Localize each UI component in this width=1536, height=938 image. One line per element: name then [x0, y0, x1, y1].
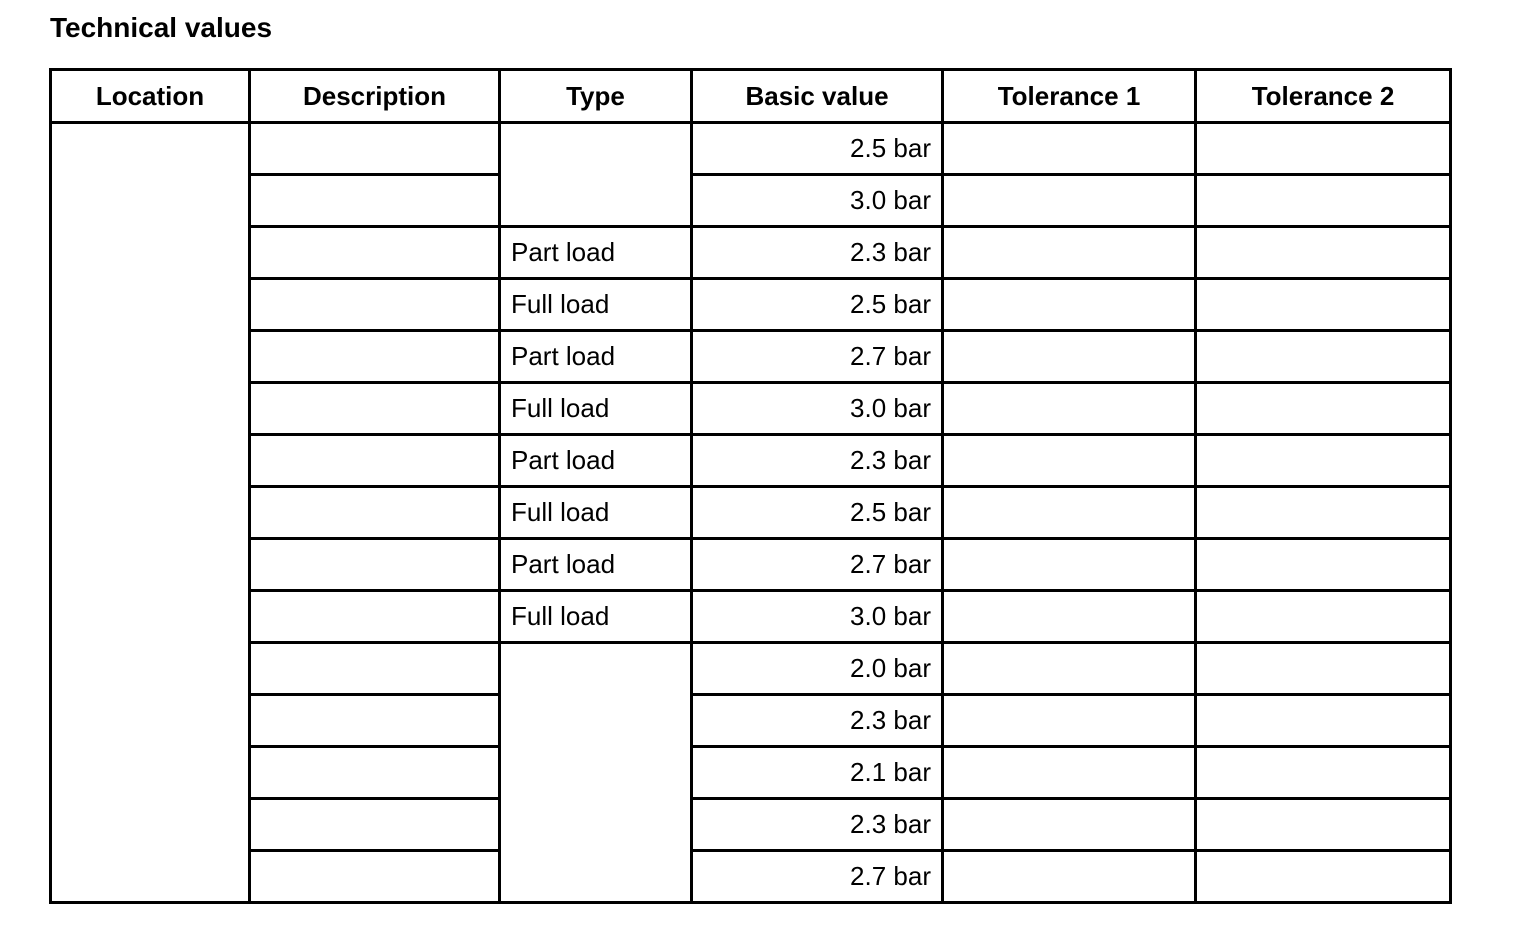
description-cell: [250, 123, 500, 175]
table-row: [51, 539, 1451, 591]
tolerance-1-cell: [943, 851, 1196, 903]
table-row: [51, 591, 1451, 643]
basic-value-cell: 2.5 bar: [692, 487, 943, 539]
description-cell: [250, 331, 500, 383]
basic-value-cell: 2.5 bar: [692, 279, 943, 331]
description-cell: [250, 487, 500, 539]
basic-value-cell: 2.3 bar: [692, 435, 943, 487]
column-header-basic-value: Basic value: [692, 70, 943, 123]
basic-value-cell: 2.7 bar: [692, 851, 943, 903]
basic-value-cell: 2.3 bar: [692, 799, 943, 851]
description-cell: [250, 279, 500, 331]
type-cell: Full load: [500, 279, 692, 331]
description-cell: [250, 799, 500, 851]
description-cell: [250, 643, 500, 695]
description-cell: [250, 591, 500, 643]
basic-value-cell: 2.3 bar: [692, 695, 943, 747]
tolerance-2-cell: [1196, 331, 1451, 383]
tolerance-1-cell: [943, 695, 1196, 747]
tolerance-1-cell: [943, 123, 1196, 175]
page-title: Technical values: [50, 12, 273, 43]
tolerance-1-cell: [943, 175, 1196, 227]
description-cell: [250, 175, 500, 227]
description-cell: [250, 383, 500, 435]
column-header-location: Location: [51, 70, 250, 123]
type-cell: Full load: [500, 591, 692, 643]
header-row: [51, 70, 1451, 123]
tolerance-1-cell: [943, 331, 1196, 383]
table-row: [51, 123, 1451, 175]
tolerance-1-cell: [943, 279, 1196, 331]
type-cell: Full load: [500, 487, 692, 539]
table-row: [51, 331, 1451, 383]
tolerance-2-cell: [1196, 175, 1451, 227]
tolerance-2-cell: [1196, 851, 1451, 903]
description-cell: [250, 851, 500, 903]
tolerance-1-cell: [943, 591, 1196, 643]
tolerance-2-cell: [1196, 643, 1451, 695]
tolerance-1-cell: [943, 435, 1196, 487]
tolerance-2-cell: [1196, 227, 1451, 279]
type-cell: Part load: [500, 227, 692, 279]
tolerance-2-cell: [1196, 695, 1451, 747]
table-row: [51, 487, 1451, 539]
tolerance-2-cell: [1196, 435, 1451, 487]
tolerance-2-cell: [1196, 487, 1451, 539]
description-cell: [250, 747, 500, 799]
type-cell: Part load: [500, 435, 692, 487]
tolerance-2-cell: [1196, 799, 1451, 851]
description-cell: [250, 695, 500, 747]
column-header-type: Type: [500, 70, 692, 123]
tolerance-1-cell: [943, 539, 1196, 591]
tolerance-2-cell: [1196, 539, 1451, 591]
column-header-tolerance-2: Tolerance 2: [1196, 70, 1451, 123]
description-cell: [250, 227, 500, 279]
basic-value-cell: 3.0 bar: [692, 591, 943, 643]
basic-value-cell: 2.5 bar: [692, 123, 943, 175]
table-row: [51, 383, 1451, 435]
table-row: [51, 227, 1451, 279]
table-row: [51, 435, 1451, 487]
table-row: [51, 175, 1451, 227]
tolerance-1-cell: [943, 227, 1196, 279]
description-cell: [250, 539, 500, 591]
table-row: [51, 643, 1451, 695]
tolerance-2-cell: [1196, 747, 1451, 799]
type-cell: [500, 643, 692, 903]
tolerance-1-cell: [943, 643, 1196, 695]
type-cell: [500, 123, 692, 227]
table-row: [51, 799, 1451, 851]
tolerance-1-cell: [943, 747, 1196, 799]
type-cell: Part load: [500, 539, 692, 591]
description-cell: [250, 435, 500, 487]
basic-value-cell: 2.7 bar: [692, 331, 943, 383]
tolerance-1-cell: [943, 487, 1196, 539]
basic-value-cell: 2.7 bar: [692, 539, 943, 591]
table-row: [51, 695, 1451, 747]
type-cell: Part load: [500, 331, 692, 383]
table-row: [51, 279, 1451, 331]
tolerance-2-cell: [1196, 279, 1451, 331]
tolerance-2-cell: [1196, 591, 1451, 643]
basic-value-cell: 2.0 bar: [692, 643, 943, 695]
tolerance-2-cell: [1196, 123, 1451, 175]
tolerance-1-cell: [943, 383, 1196, 435]
table-row: [51, 747, 1451, 799]
basic-value-cell: 2.1 bar: [692, 747, 943, 799]
tolerance-1-cell: [943, 799, 1196, 851]
technical-values-table: [49, 68, 1452, 904]
type-cell: Full load: [500, 383, 692, 435]
table-row: [51, 851, 1451, 903]
column-header-tolerance-1: Tolerance 1: [943, 70, 1196, 123]
basic-value-cell: 3.0 bar: [692, 383, 943, 435]
tolerance-2-cell: [1196, 383, 1451, 435]
basic-value-cell: 3.0 bar: [692, 175, 943, 227]
column-header-description: Description: [250, 70, 500, 123]
location-cell: [51, 123, 250, 903]
basic-value-cell: 2.3 bar: [692, 227, 943, 279]
